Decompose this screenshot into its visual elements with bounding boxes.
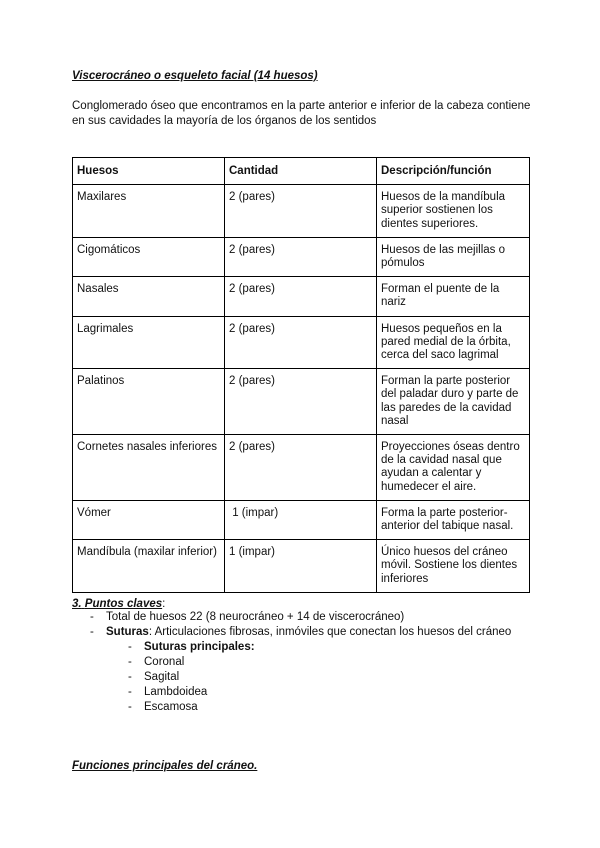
key-points-colon: : [162, 598, 166, 610]
table-row [73, 369, 530, 435]
cell-description: Forman la parte posterior del paladar duro y parte de las paredes de la cavidad nasal [377, 369, 530, 435]
bones-table [72, 157, 530, 593]
key-points-title [72, 598, 542, 610]
table-row [73, 185, 530, 238]
list-item [72, 625, 542, 640]
cell-bone: Mandíbula (maxilar inferior) [73, 540, 225, 593]
cell-bone: Vómer [73, 500, 225, 539]
header-descripcion: Descripción/función [377, 158, 530, 185]
table-row [73, 540, 530, 593]
list-item [72, 670, 542, 685]
cell-quantity: 2 (pares) [225, 316, 377, 369]
cell-bone: Cornetes nasales inferiores [73, 435, 225, 501]
cell-quantity: 1 (impar) [225, 540, 377, 593]
cell-quantity: 1 (impar) [225, 500, 377, 539]
suture-escamosa: Escamosa [144, 701, 198, 713]
cell-description: Huesos de las mejillas o pómulos [377, 237, 530, 276]
table-row [73, 316, 530, 369]
cell-description: Forma la parte posterior-anterior del tabique nasal. [377, 500, 530, 539]
suture-sagital: Sagital [144, 671, 180, 683]
cell-description: Huesos pequeños en la pared medial de la órbita, cerca del saco lagrimal [377, 316, 530, 369]
cell-bone: Lagrimales [73, 316, 225, 369]
table-row [73, 500, 530, 539]
suture-coronal: Coronal [144, 656, 185, 668]
key-points-number: 3. [72, 598, 82, 610]
table-header-row [73, 158, 530, 185]
table-row [73, 237, 530, 276]
table-row [73, 277, 530, 316]
list-item [72, 700, 542, 715]
list-item [72, 640, 542, 655]
cell-description: Único huesos del cráneo móvil. Sostiene los dientes inferiores [377, 540, 530, 593]
cell-description: Huesos de la mandíbula superior sostienen los dientes superiores. [377, 185, 530, 238]
cell-description: Forman el puente de la nariz [377, 277, 530, 316]
cell-quantity: 2 (pares) [225, 185, 377, 238]
bullet-total-bones: Total de huesos 22 (8 neurocráneo + 14 de viscerocráneo) [106, 611, 405, 623]
cell-quantity: 2 (pares) [225, 237, 377, 276]
cell-description: Proyecciones óseas dentro de la cavidad nasal que ayudan a calentar y humedecer el aire. [377, 435, 530, 501]
suture-lambdoidea: Lambdoidea [144, 686, 208, 698]
cell-quantity: 2 (pares) [225, 277, 377, 316]
cell-bone: Cigomáticos [73, 237, 225, 276]
key-points-section [72, 598, 542, 715]
section-title: Viscerocráneo o esqueleto facial (14 huesos) [72, 70, 318, 82]
cell-bone: Maxilares [73, 185, 225, 238]
list-item [72, 685, 542, 700]
list-item [72, 655, 542, 670]
sutures-list [72, 640, 542, 715]
cell-bone: Palatinos [73, 369, 225, 435]
key-points-list [72, 610, 542, 640]
cell-bone: Nasales [73, 277, 225, 316]
intro-paragraph: Conglomerado óseo que encontramos en la parte anterior e inferior de la cabeza contiene en sus cavidades la mayoría de los órganos de los sentidos [72, 100, 531, 127]
key-points-title-text: Puntos claves [84, 598, 163, 610]
functions-title: Funciones principales del cráneo. [72, 760, 258, 772]
sutures-subheading: Suturas principales: [144, 641, 255, 653]
cell-quantity: 2 (pares) [225, 369, 377, 435]
header-huesos: Huesos [73, 158, 225, 185]
list-item [72, 610, 542, 625]
cell-quantity: 2 (pares) [225, 435, 377, 501]
bullet-sutures-label: Suturas [106, 626, 149, 638]
table-row [73, 435, 530, 501]
bullet-sutures-text: : Articulaciones fibrosas, inmóviles que conectan los huesos del cráneo [148, 626, 512, 638]
header-cantidad: Cantidad [225, 158, 377, 185]
